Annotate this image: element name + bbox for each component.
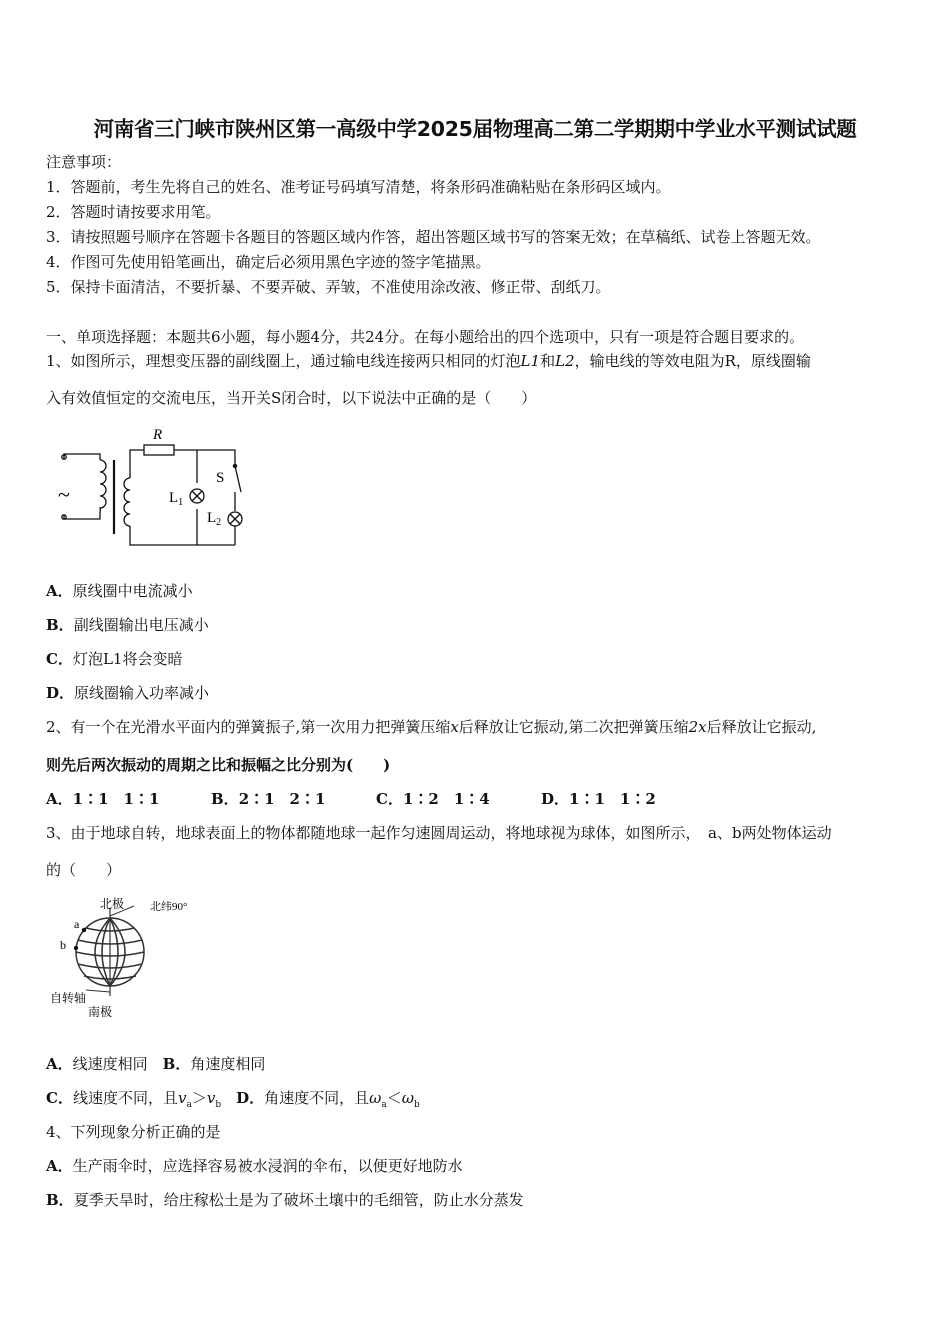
ac-source-symbol: ~ [58, 482, 70, 507]
q4-option-a: A．生产雨伞时，应选择容易被水浸润的伞布，以便更好地防水 [46, 1157, 463, 1175]
q4-option-b: B．夏季天旱时，给庄稼松土是为了破坏土壤中的毛细管，防止水分蒸发 [46, 1191, 524, 1209]
q3-globe-diagram [46, 892, 216, 1022]
q2-option-a: A．1∶1 1∶1 [46, 790, 160, 808]
q4-stem: 4、下列现象分析正确的是 [46, 1123, 221, 1141]
lamp1-label: $L_1$ [169, 490, 184, 508]
q1-stem-line2: 入有效值恒定的交流电压，当开关S闭合时，以下说法中正确的是（ ） [46, 389, 537, 407]
q2-option-d: D．1∶1 1∶2 [541, 790, 656, 808]
q2-stem-line1: 2、有一个在光滑水平面内的弹簧振子,第一次用力把弹簧压缩x后释放让它振动,第二次把弹簧压缩2x后释放让它振动, [46, 718, 817, 736]
resistor-label: R [153, 427, 163, 443]
q2-stem-line2: 则先后两次振动的周期之比和振幅之比分别为( ) [46, 756, 391, 774]
q1-stem-line1 [46, 351, 811, 371]
q1-and: 和 [540, 352, 556, 370]
south-pole-label: 南极 [88, 1005, 113, 1019]
q2-option-c: C．1∶2 1∶4 [376, 790, 490, 808]
q1-option-a: A．原线圈中电流减小 [46, 582, 193, 600]
point-a-label: a [74, 917, 80, 931]
switch-label: S [216, 470, 225, 486]
q1-l2: L2 [555, 352, 575, 370]
q1-stem-b: ，输电线的等效电阻为R，原线圈输 [574, 352, 811, 370]
q1-circuit-diagram [52, 422, 257, 552]
notice-item-3: 3．请按照题号顺序在答题卡各题目的答题区域内作答，超出答题区域书写的答案无效；在草稿纸、试卷上答题无效。 [46, 228, 821, 246]
q1-option-d: D．原线圈输入功率减小 [46, 684, 210, 702]
q3-stem-line2: 的（ ） [46, 861, 122, 879]
q3-options-ab: A．线速度相同 B．角速度相同 [46, 1055, 266, 1073]
notice-item-1: 1．答题前，考生先将自己的姓名、准考证号码填写清楚，将条形码准确粘贴在条形码区域内。 [46, 178, 671, 196]
notice-item-4: 4．作图可先使用铅笔画出，确定后必须用黑色字迹的签字笔描黑。 [46, 253, 491, 271]
notice-heading: 注意事项： [46, 153, 122, 171]
q1-stem-a: 1、如图所示，理想变压器的副线圈上，通过输电线连接两只相同的灯泡 [46, 352, 521, 370]
page-title: 河南省三门峡市陕州区第一高级中学2025届物理高二第二学期期中学业水平测试试题 [93, 117, 857, 141]
lamp2-label: $L_2$ [207, 510, 222, 528]
q3-stem-line1: 3、由于地球自转，地球表面上的物体都随地球一起作匀速圆周运动，将地球视为球体，如图所示， a、b两处物体运动 [46, 824, 832, 842]
q3-options-cd: C．线速度不同，且$v_a>v_b$ D．角速度不同，且$\omega_a<\omega_b$ [46, 1089, 420, 1110]
axis-label: 自转轴 [50, 991, 87, 1005]
q2-x: x [450, 718, 459, 736]
notice-item-2: 2．答题时请按要求用笔。 [46, 203, 221, 221]
point-b-label: b [60, 938, 66, 952]
section-heading: 一、单项选择题：本题共6小题，每小题4分，共24分。在每小题给出的四个选项中，只有一项是符合题目要求的。 [46, 328, 805, 346]
notice-item-5: 5．保持卡面清洁，不要折暴、不要弄破、弄皱，不准使用涂改液、修正带、刮纸刀。 [46, 278, 611, 296]
q2-2x: 2x [688, 718, 707, 736]
q1-option-c: C．灯泡L1将会变暗 [46, 650, 183, 668]
q1-l1: L1 [520, 352, 541, 370]
latitude-label: 北纬90° [150, 901, 188, 913]
north-pole-label: 北极 [100, 897, 125, 911]
q2-option-b: B．2∶1 2∶1 [211, 790, 326, 808]
q1-option-b: B．副线圈输出电压减小 [46, 616, 209, 634]
